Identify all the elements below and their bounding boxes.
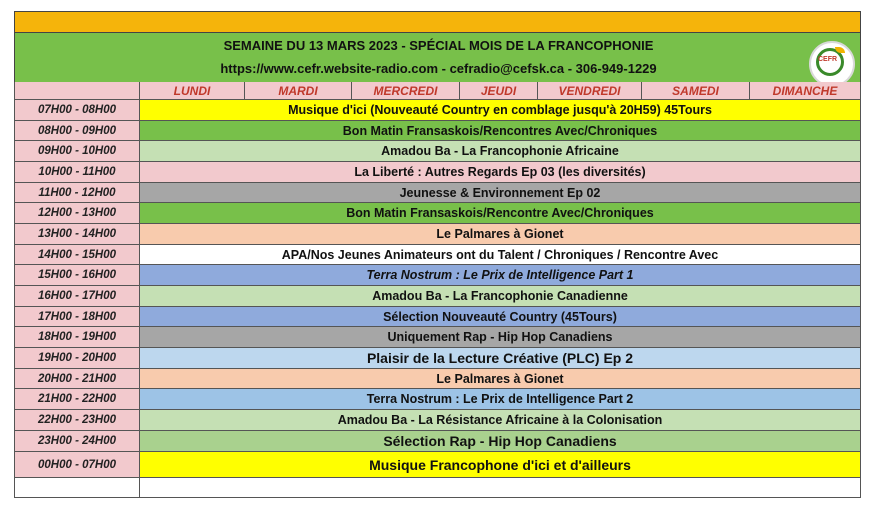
program-name: Amadou Ba - La Francophonie Canadienne — [372, 289, 628, 303]
time-slot-cell: 19H00 - 20H00 — [14, 348, 140, 369]
schedule-row — [14, 286, 861, 307]
schedule-title: SEMAINE DU 13 MARS 2023 - SPÉCIAL MOIS DE LA FRANCOPHONIE — [223, 38, 654, 53]
program-name: Musique d'ici (Nouveauté Country en comblage jusqu'à 20H59) 45Tours — [288, 103, 712, 117]
program-name: Amadou Ba - La Résistance Africaine à la Colonisation — [337, 413, 663, 427]
schedule-row — [14, 410, 861, 431]
time-slot-cell: 20H00 - 21H00 — [14, 369, 140, 389]
schedule-row — [14, 224, 861, 245]
empty-program-cell — [140, 478, 861, 498]
time-slot-cell: 10H00 - 11H00 — [14, 162, 140, 183]
program-cell — [140, 327, 861, 348]
program-cell — [140, 348, 861, 369]
day-header-vendredi: VENDREDI — [538, 82, 642, 100]
empty-time-cell — [14, 478, 140, 498]
logo-text: CEFR — [818, 56, 838, 63]
program-name: Terra Nostrum : Le Prix de Intelligence Part 2 — [366, 392, 634, 406]
contact-line: https://www.cefr.website-radio.com - cefradio@cefsk.ca - 306-949-1229 — [220, 61, 657, 76]
program-name: Jeunesse & Environnement Ep 02 — [399, 185, 601, 200]
program-name: Bon Matin Fransaskois/Rencontre Avec/Chroniques — [346, 206, 654, 220]
schedule-row — [14, 245, 861, 265]
time-slot-cell: 23H00 - 24H00 — [14, 431, 140, 452]
program-cell — [140, 389, 861, 410]
schedule-sheet — [14, 11, 861, 501]
time-slot-cell: 00H00 - 07H00 — [14, 452, 140, 478]
schedule-row — [14, 452, 861, 478]
time-slot-cell: 09H00 - 10H00 — [14, 141, 140, 162]
program-name: Le Palmares à Gionet — [436, 371, 564, 386]
radio-logo-icon — [809, 41, 855, 87]
program-cell — [140, 431, 861, 452]
schedule-row — [14, 369, 861, 389]
days-header-row — [14, 82, 861, 100]
schedule-row — [14, 162, 861, 183]
time-header-cell — [14, 82, 140, 100]
program-name: Bon Matin Fransaskois/Rencontres Avec/Chroniques — [342, 123, 658, 138]
time-slot-cell: 13H00 - 14H00 — [14, 224, 140, 245]
day-header-mardi: MARDI — [245, 82, 352, 100]
time-slot-cell: 12H00 - 13H00 — [14, 203, 140, 224]
schedule-row — [14, 183, 861, 203]
program-cell — [140, 100, 861, 121]
program-name: Terra Nostrum : Le Prix de Intelligence Part 1 — [366, 268, 634, 282]
day-header-mercredi: MERCREDI — [352, 82, 460, 100]
program-cell — [140, 121, 861, 141]
schedule-row — [14, 141, 861, 162]
schedule-row — [14, 100, 861, 121]
top-orange-bar — [14, 11, 861, 33]
program-name: Uniquement Rap - Hip Hop Canadiens — [387, 330, 613, 344]
program-name: Plaisir de la Lecture Créative (PLC) Ep 2 — [366, 350, 634, 366]
program-cell — [140, 410, 861, 431]
schedule-row — [14, 389, 861, 410]
program-name: Amadou Ba - La Francophonie Africaine — [381, 144, 619, 158]
program-cell — [140, 307, 861, 327]
program-cell — [140, 183, 861, 203]
program-cell — [140, 452, 861, 478]
schedule-row — [14, 348, 861, 369]
empty-row — [14, 478, 861, 498]
schedule-row — [14, 121, 861, 141]
program-cell — [140, 265, 861, 286]
time-slot-cell: 21H00 - 22H00 — [14, 389, 140, 410]
time-slot-cell: 07H00 - 08H00 — [14, 100, 140, 121]
program-cell — [140, 224, 861, 245]
program-name: Musique Francophone d'ici et d'ailleurs — [369, 456, 631, 473]
program-name: Le Palmares à Gionet — [436, 227, 564, 241]
time-slot-cell: 14H00 - 15H00 — [14, 245, 140, 265]
schedule-row — [14, 307, 861, 327]
program-cell — [140, 369, 861, 389]
program-cell — [140, 203, 861, 224]
time-slot-cell: 11H00 - 12H00 — [14, 183, 140, 203]
schedule-row — [14, 327, 861, 348]
program-name: APA/Nos Jeunes Animateurs ont du Talent / Chroniques / Rencontre Avec — [281, 247, 719, 262]
program-cell — [140, 245, 861, 265]
time-slot-cell: 18H00 - 19H00 — [14, 327, 140, 348]
schedule-row — [14, 265, 861, 286]
day-header-jeudi: JEUDI — [460, 82, 538, 100]
day-header-dimanche: DIMANCHE — [750, 82, 861, 100]
program-cell — [140, 286, 861, 307]
program-name: La Liberté : Autres Regards Ep 03 (les diversités) — [354, 165, 646, 179]
program-cell — [140, 141, 861, 162]
time-slot-cell: 08H00 - 09H00 — [14, 121, 140, 141]
time-slot-cell: 17H00 - 18H00 — [14, 307, 140, 327]
time-slot-cell: 16H00 - 17H00 — [14, 286, 140, 307]
schedule-row — [14, 431, 861, 452]
schedule-row — [14, 203, 861, 224]
day-header-samedi: SAMEDI — [642, 82, 750, 100]
day-header-lundi: LUNDI — [140, 82, 245, 100]
time-slot-cell: 22H00 - 23H00 — [14, 410, 140, 431]
time-slot-cell: 15H00 - 16H00 — [14, 265, 140, 286]
program-name: Sélection Nouveauté Country (45Tours) — [383, 309, 617, 324]
program-name: Sélection Rap - Hip Hop Canadiens — [383, 433, 617, 449]
program-cell — [140, 162, 861, 183]
